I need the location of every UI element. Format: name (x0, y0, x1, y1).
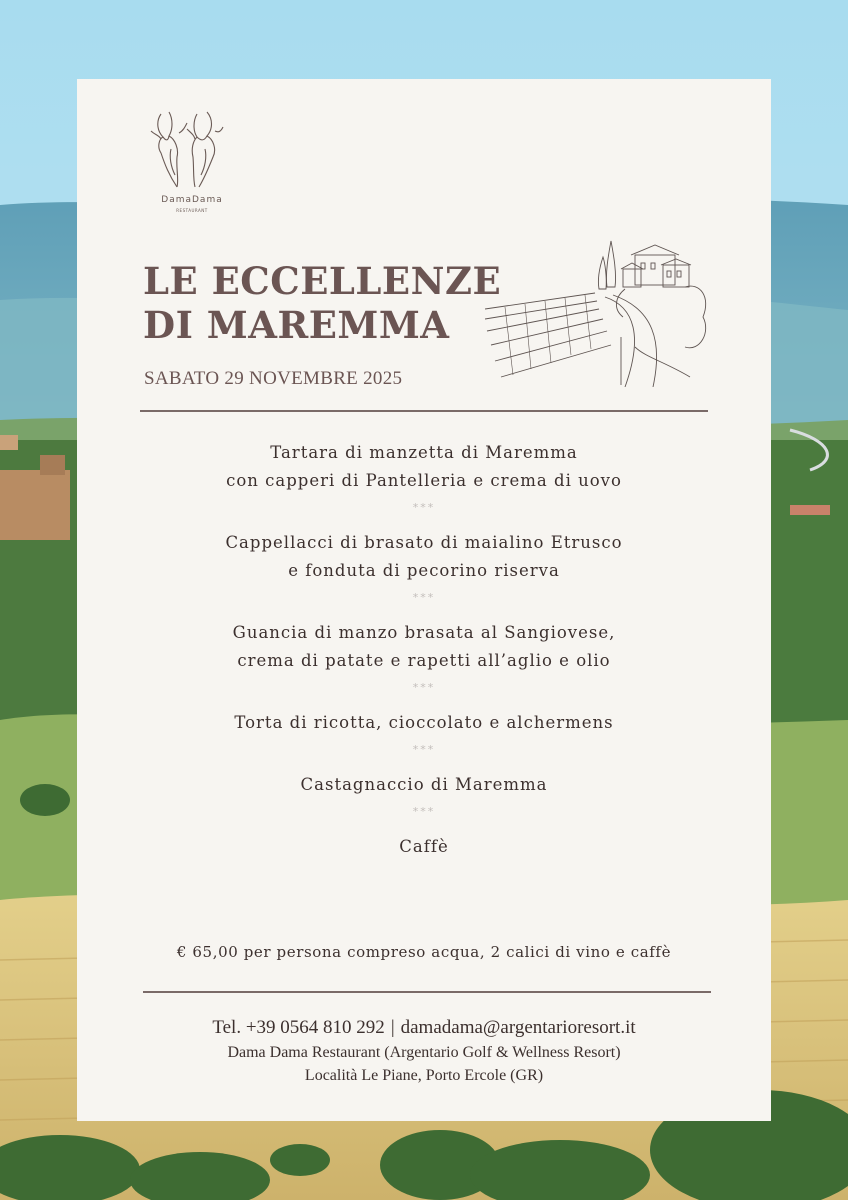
menu-card (77, 79, 771, 1121)
logo-subtitle: RESTAURANT (176, 208, 208, 213)
event-title-line-1: LE ECCELLENZE (143, 259, 502, 303)
dish-name: Castagnaccio di Maremma (300, 775, 548, 794)
dish-description: crema di patate e rapetti all’aglio e olio (237, 651, 611, 670)
menu-list (77, 439, 771, 861)
dish-item (77, 771, 771, 799)
dish-name: Caffè (399, 837, 449, 856)
phone-number[interactable]: Tel. +39 0564 810 292 (212, 1017, 385, 1038)
dish-description: con capperi di Pantelleria e crema di uovo (226, 471, 622, 490)
dish-item (77, 439, 771, 495)
menu-price: € 65,00 per persona compreso acqua, 2 calici di vino e caffè (176, 943, 672, 961)
dish-item (77, 529, 771, 585)
deer-heads-icon (147, 109, 237, 193)
contact-divider: | (390, 1017, 395, 1038)
dish-description: e fonduta di pecorino riserva (288, 561, 560, 580)
restaurant-logo (147, 109, 237, 219)
restaurant-name: Dama Dama Restaurant (Argentario Golf & Wellness Resort) (227, 1044, 621, 1061)
dish-item (77, 833, 771, 861)
contact-line (77, 1015, 771, 1041)
logo-wordmark: DamaDama (161, 195, 223, 205)
course-separator: *** (412, 591, 436, 604)
event-date: SABATO 29 NOVEMBRE 2025 (144, 368, 403, 389)
dish-name: Tartara di manzetta di Maremma (270, 443, 578, 462)
event-title-line-2: DI MAREMMA (143, 303, 450, 347)
dish-name: Torta di ricotta, cioccolato e alchermens (234, 713, 614, 732)
course-separator: *** (412, 743, 436, 756)
bottom-divider (143, 991, 711, 993)
course-separator: *** (412, 805, 436, 818)
course-separator: *** (412, 501, 436, 514)
restaurant-address: Località Le Piane, Porto Ercole (GR) (304, 1067, 544, 1084)
course-separator: *** (412, 681, 436, 694)
dish-item (77, 709, 771, 737)
dish-item (77, 619, 771, 675)
villa-vineyard-illustration (485, 237, 711, 387)
event-title (143, 259, 501, 347)
email-address[interactable]: damadama@argentarioresort.it (400, 1017, 636, 1038)
dish-name: Cappellacci di brasato di maialino Etrusco (225, 533, 623, 552)
contact-block (77, 1015, 771, 1087)
top-divider (140, 410, 708, 412)
dish-name: Guancia di manzo brasata al Sangiovese, (232, 623, 616, 642)
